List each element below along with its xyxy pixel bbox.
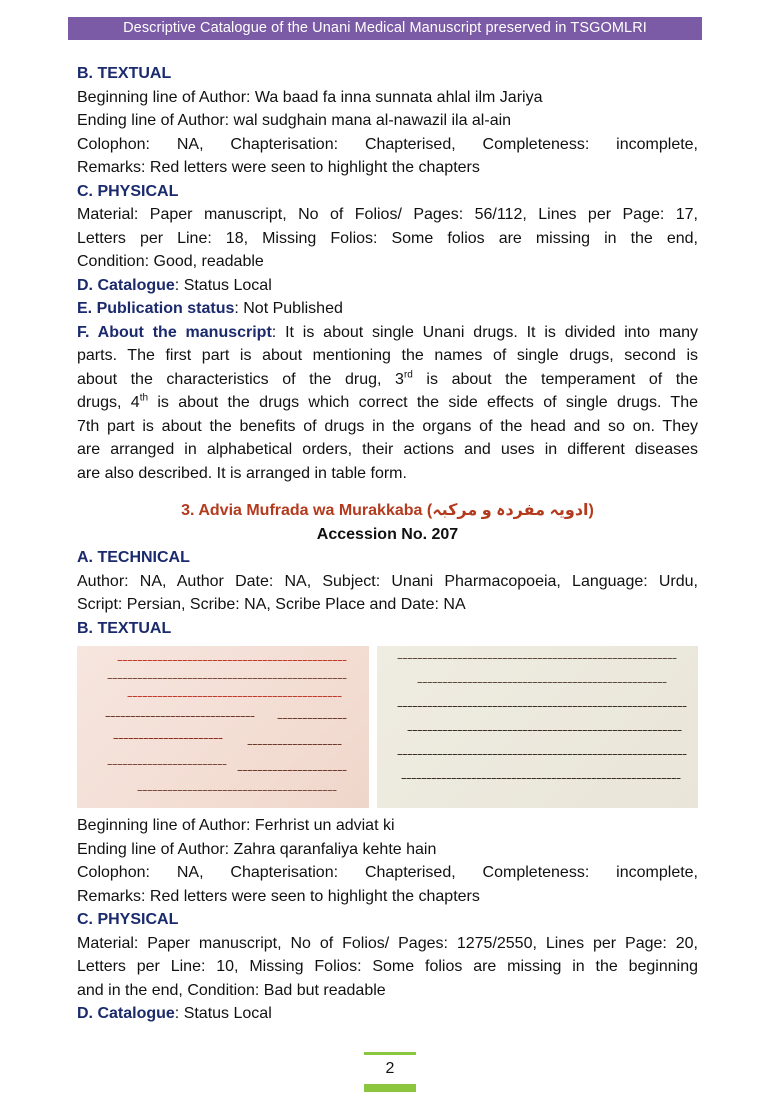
ending-line-prev: Ending line of Author: wal sudghain mana al-nawazil ila al-ain [77, 112, 512, 129]
accession-number: Accession No. 207 [316, 525, 459, 543]
physical-line-1-prev: Material: Paper manuscript, No of Folios/ Pages: 56/112, Lines per Page: 17, [77, 206, 698, 223]
catalogue-value-prev: : Status Local [174, 276, 272, 294]
publication-value-prev: : Not Published [234, 300, 343, 317]
remarks: Remarks: Red letters were seen to highlight the chapters [77, 887, 480, 905]
physical-line-1: Material: Paper manuscript, No of Folios/ Pages: 1275/2550, Lines per Page: 20, [77, 934, 698, 952]
textual-heading: B. TEXTUAL [77, 619, 172, 637]
technical-heading-text: A. TECHNICAL [77, 549, 190, 566]
physical-line-2-prev: Letters per Line: 18, Missing Folios: Some folios are missing in the end, [77, 229, 698, 247]
technical-heading [77, 546, 698, 570]
about-line-3 [77, 368, 698, 392]
entry-title [77, 499, 698, 523]
remarks-prev: Remarks: Red letters were seen to highlight the chapters [77, 159, 480, 176]
about-text-1: : It is about single Unani drugs. It is divided into many [271, 323, 698, 341]
beginning-line-prev: Beginning line of Author: Wa baad fa inna sunnata ahlal ilm Jariya [77, 88, 543, 106]
entry-title-arabic: (ادویہ مفردہ و مرکبہ) [426, 502, 594, 519]
catalogue-header: Descriptive Catalogue of the Unani Medical Manuscript preserved in TSGOMLRI [68, 17, 702, 40]
catalogue-label-prev: D. Catalogue [77, 276, 175, 294]
physical-line-3: and in the end, Condition: Bad but readable [77, 981, 386, 999]
page-number: 2 [364, 1052, 416, 1083]
page-content [77, 62, 698, 1026]
catalogue-prev [77, 274, 698, 298]
page-number-accent [364, 1084, 416, 1092]
catalogue-label: D. Catalogue [77, 1005, 175, 1022]
about-text-3b: is about the temperament of the [412, 370, 699, 388]
publication-label-prev: E. Publication status [77, 300, 235, 317]
publication-prev [77, 297, 698, 321]
about-text-3a: about the characteristics of the drug, 3 [77, 370, 404, 388]
catalogue [77, 1002, 698, 1026]
manuscript-image-left [77, 646, 369, 808]
about-line-4 [77, 391, 698, 415]
technical-line-1: Author: NA, Author Date: NA, Subject: Unani Pharmacopoeia, Language: Urdu, [77, 572, 698, 590]
about-text-4b: is about the drugs which correct the side effects of single drugs. The [148, 394, 699, 411]
catalogue-value: : Status Local [174, 1005, 272, 1022]
about-line-7: are also described. It is arranged in table form. [77, 464, 407, 482]
physical-line-3-prev: Condition: Good, readable [77, 253, 264, 270]
about-line-2: parts. The first part is about mentioning the names of single drugs, second is [77, 347, 698, 364]
ending-line: Ending line of Author: Zahra qaranfaliya kehte hain [77, 840, 437, 858]
colophon-prev: Colophon: NA, Chapterisation: Chapterised, Completeness: incomplete, [77, 135, 698, 153]
physical-heading: C. PHYSICAL [77, 911, 179, 928]
about-sup-4: th [139, 392, 149, 404]
about-line-5: 7th part is about the benefits of drugs in the organs of the head and so on. They [77, 417, 698, 435]
entry-title-text: 3. Advia Mufrada wa Murakkaba [181, 502, 423, 519]
technical-line-2: Script: Persian, Scribe: NA, Scribe Place and Date: NA [77, 596, 466, 613]
textual-heading-prev: B. TEXTUAL [77, 65, 172, 82]
physical-line-2: Letters per Line: 10, Missing Folios: Some folios are missing in the beginning [77, 958, 698, 975]
about-line-6: are arranged in alphabetical orders, their actions and uses in different diseases [77, 441, 698, 458]
about-sup-3: rd [403, 369, 413, 381]
physical-heading-prev: C. PHYSICAL [77, 182, 179, 200]
about-label: F. About the manuscript [77, 323, 272, 341]
manuscript-image-right [377, 646, 698, 808]
colophon: Colophon: NA, Chapterisation: Chapterised, Completeness: incomplete, [77, 864, 698, 881]
about-line-1 [77, 321, 698, 345]
about-text-4a: drugs, 4 [77, 394, 140, 411]
beginning-line: Beginning line of Author: Ferhrist un adviat ki [77, 817, 395, 834]
manuscript-images [77, 646, 698, 808]
